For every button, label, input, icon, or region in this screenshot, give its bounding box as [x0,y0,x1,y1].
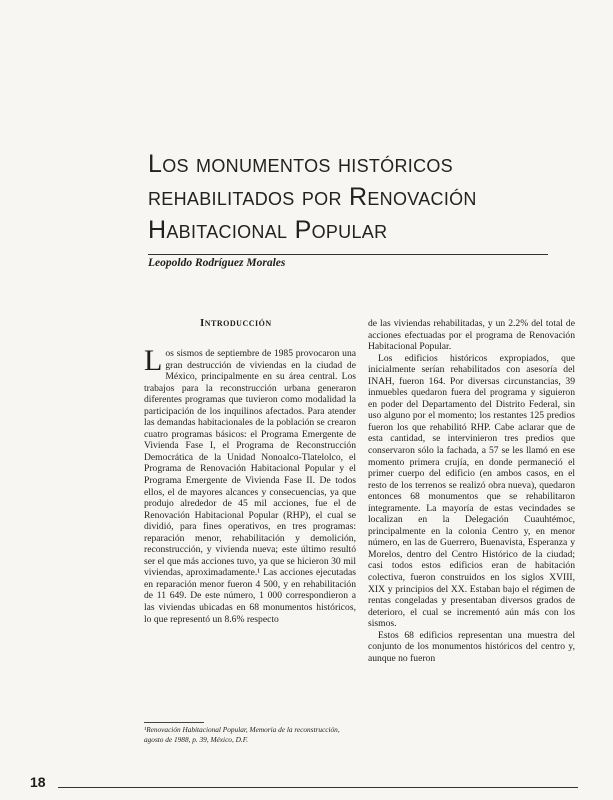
article-title [148,148,568,247]
title-line-2: rehabilitados por Renovación [148,183,477,211]
right-paragraph-3: Estos 68 edificios representan una muestra del conjunto de los monumentos históricos del centro y, aunque no fueron [368,629,575,664]
left-column [144,344,356,625]
drop-cap: L [144,344,163,377]
right-paragraph-2: Los edificios históricos expropiados, que inicialmente serían rehabilitados con asesoría del INAH, fueron 164. Por diversas circunstancias, 39 inmuebles quedaron fuera del programa y siguieron en poder del Departamento del Distrito Federal, sin uso alguno por el momento; los restantes 125 predios fueron los que rehabilitó RHP. Cabe aclarar que de esta cantidad, se intervinieron tres predios que conservaron sólo la fachada, a 57 se les llamó en ese momento primera crujía, en donde permaneció el primer cuerpo del edificio (en ambos casos, en el resto de los terrenos se realizó obra nueva), quedaron entonces 68 monumentos que se rehabilitaron íntegramente. La mayoría de estas vecindades se localizan en la Delegación Cuauhtémoc, principalmente en la colonia Centro y, en menor número, en las de Guerrero, Buenavista, Esperanza y Morelos, dentro del Centro Histórico de la ciudad; casi todos estos edificios eran de habitación colectiva, fueron construidos en los siglos XVIII, XIX y principios del XX. Estaban bajo el régimen de rentas congeladas y presentaban diversos grados de deterioro, el cual se incrementó aún más con los sismos. [368,352,575,630]
author-name: Leopoldo Rodríguez Morales [148,257,286,269]
page-footer-rule [58,787,578,788]
page-number: 18 [30,774,46,790]
title-rule [148,254,548,255]
left-paragraph-1 [144,344,356,625]
footnote: ¹Renovación Habitacional Popular, Memoria de la reconstrucción, agosto de 1988, p. 39, México, D.F. [144,725,340,744]
title-line-3: Habitacional Popular [148,216,388,244]
left-paragraph-1-text: os sismos de septiembre de 1985 provocaron una gran destrucción de viviendas en la ciudad de México, principalmente en su área central. Los trabajos para la reconstrucción urbana generaron diferentes programas que tuvieron como modalidad la participación de los inquilinos afectados. Para atender las demandas habitacionales de la población se crearon cuatro programas básicos: el Programa Emergente de Vivienda Fase I, el Programa de Reconstrucción Democrática de la Unidad Nonoalco-Tlatelolco, el Programa de Renovación Habitacional Popular y el Programa Emergente de Vivienda Fase II. De todos ellos, el de mayores alcances y consecuencias, ya que produjo alrededor de 45 mil acciones, fue el de Renovación Habitacional Popular (RHP), el cual se dividió, para fines operativos, en tres programas: reparación menor, rehabilitación y demolición, reconstrucción, y vivienda nueva; este último resultó ser el que más acciones tuvo, ya que se hicieron 30 mil viviendas, aproximadamente.¹ Las acciones ejecutadas en reparación menor fueron 4 500, y en rehabilitación de 11 649. De este número, 1 000 correspondieron a las viviendas ubicadas en 68 monumentos históricos, lo que representó un 8.6% respecto [144,348,356,625]
title-line-1: Los monumentos históricos [148,150,453,178]
right-column [368,318,575,664]
footnote-rule [144,722,204,723]
right-paragraph-1: de las viviendas rehabilitadas, y un 2.2% del total de acciones efectuadas por el programa de Renovación Habitacional Popular. [368,318,575,353]
section-heading: Introducción [200,317,272,329]
